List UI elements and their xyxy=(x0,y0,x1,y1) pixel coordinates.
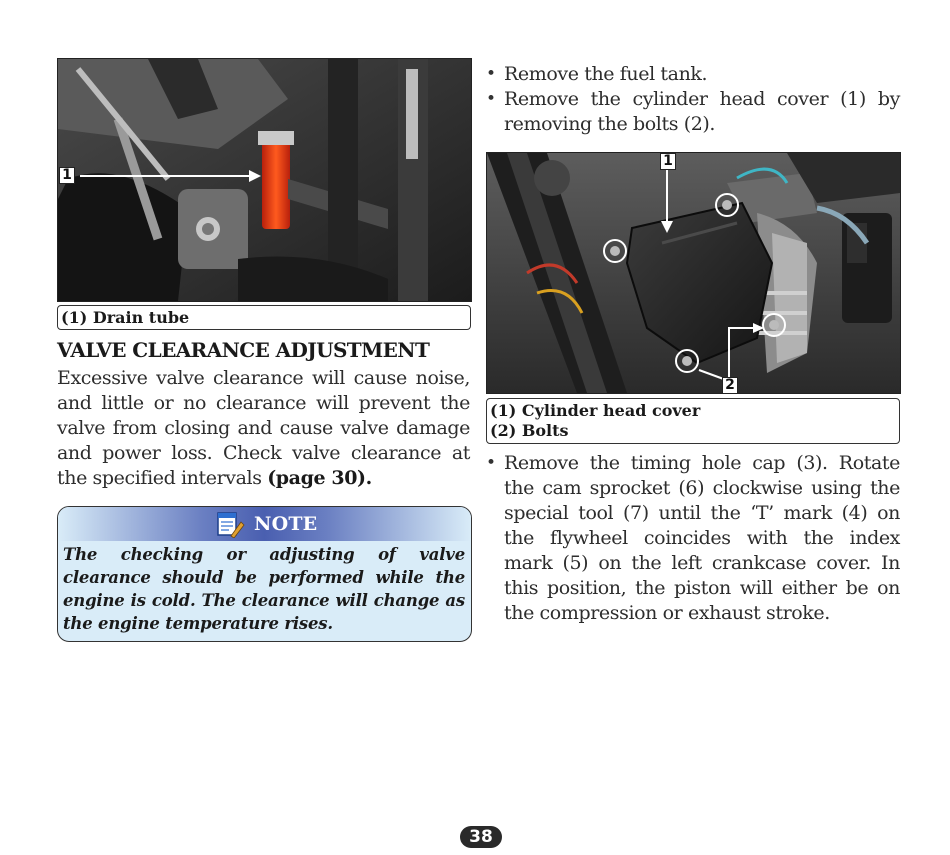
drain-tube-photo xyxy=(57,58,472,302)
note-title: NOTE xyxy=(254,513,318,535)
drain-tube-caption: (1) Drain tube xyxy=(57,305,471,330)
bullet-timing-hole-procedure: • Remove the timing hole cap (3). Rotate the cam sprocket (6) clockwise using the special tool (7) until the ‘T’ mark (4) on the flywheel coincides with the index mark (5) on the left crankcase cover. In this position, the piston will either be on the compression or exhaust stroke. xyxy=(486,451,900,626)
caption-cylinder-head-cover: (1) Cylinder head cover xyxy=(490,401,701,420)
cylinder-head-photo xyxy=(486,152,901,394)
bullet-remove-fuel-tank: • Remove the fuel tank. xyxy=(486,62,900,87)
note-box xyxy=(57,506,472,642)
note-pad-icon xyxy=(215,510,245,538)
timing-bullet-list xyxy=(486,451,900,626)
paragraph-text: Excessive valve clearance will cause noise, and little or no clearance will prevent the valve from closing and cause valve damage and power loss. Check valve clearance at the specified intervals xyxy=(57,367,470,489)
section-heading: VALVE CLEARANCE ADJUSTMENT xyxy=(57,338,430,362)
cylinder-head-caption xyxy=(486,398,900,444)
note-text: The checking or adjusting of valve clearance should be performed while the engine is cold. The clearance will change as the engine temperature rises. xyxy=(63,545,465,633)
callout-1-cylinder-head-cover: 1 xyxy=(660,153,676,170)
top-bullet-list xyxy=(486,62,900,137)
callout-2-bolts: 2 xyxy=(722,377,738,394)
caption-bolts: (2) Bolts xyxy=(490,421,569,440)
bullet-remove-cylinder-head-cover: • Remove the cylinder head cover (1) by removing the bolts (2). xyxy=(486,87,900,137)
valve-clearance-paragraph xyxy=(57,366,470,491)
callout-1-drain-tube: 1 xyxy=(59,167,75,184)
page-reference: (page 30). xyxy=(267,467,372,489)
page-number: 38 xyxy=(460,826,502,848)
